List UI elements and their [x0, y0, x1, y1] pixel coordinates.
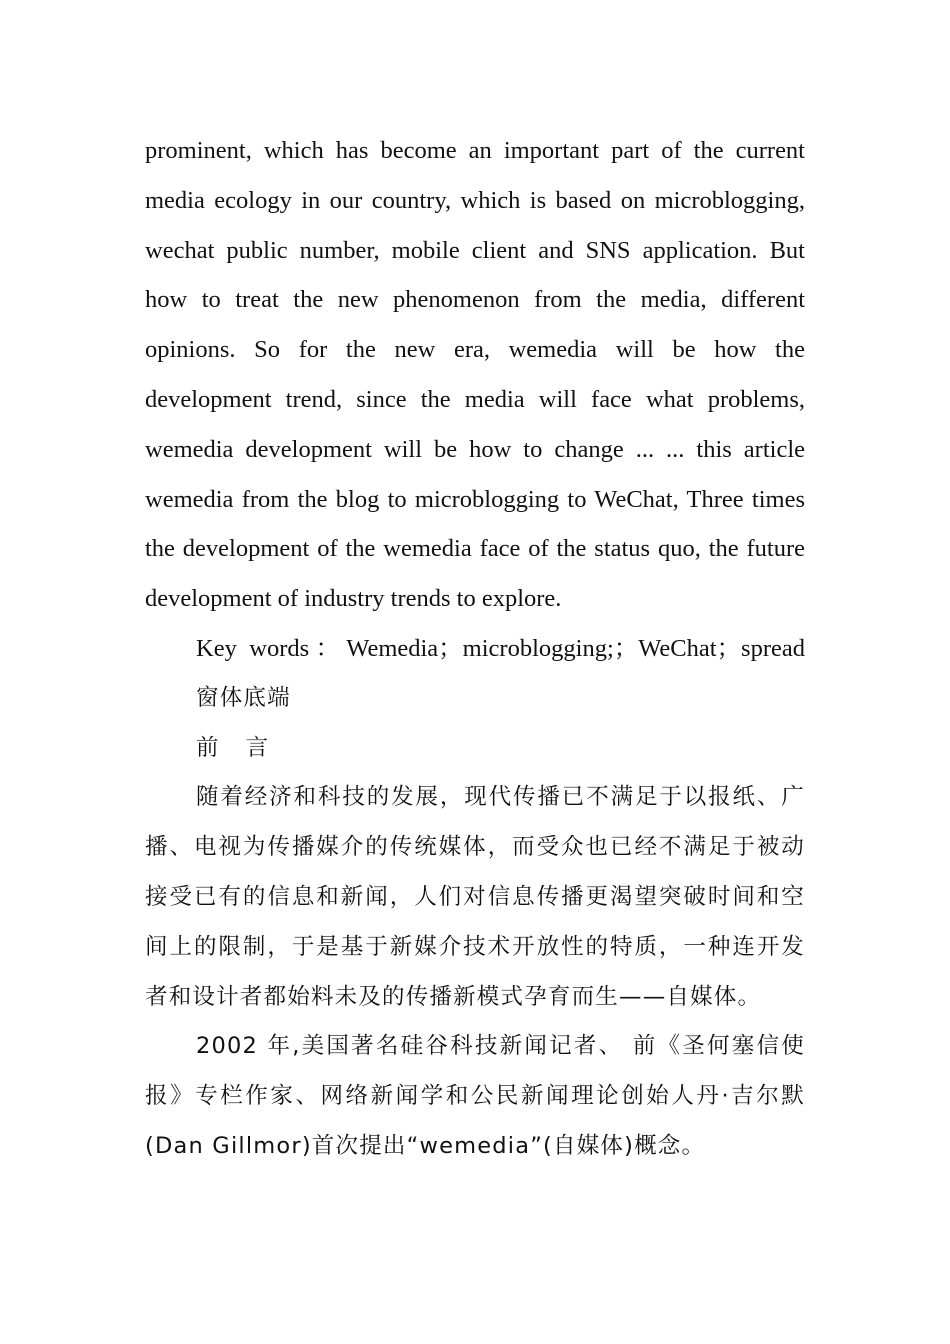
section-heading: 前 言	[196, 734, 279, 761]
window-bottom-label: 窗体底端	[196, 684, 291, 711]
intro-paragraph-1: 随着经济和科技的发展，现代传播已不满足于以报纸、广播、电视为传播媒介的传统媒体，而受众也已经不满足于被动接受已有的信息和新闻，人们对信息传播更渴望突破时间和空间上的限制，于是基于新媒介技术开放性的特质，一种连开发者和设计者都始料未及的传播新模式孕育而生——自媒体。	[145, 784, 805, 1010]
keywords-line: Key words：Wemedia；microblogging;；WeChat；spread	[196, 634, 805, 662]
abstract-paragraph: prominent, which has become an important part of the current media ecology in our country, which is based on microblogging, wechat public number, mobile client and SNS application. But how to treat the new phenomenon from the media, different opinions. So for the new era, wemedia will be how the development trend, since the media will face what problems, wemedia development will be how to change ... ... this article wemedia from the blog to microblogging to WeChat, Three times the development of the wemedia face of the status quo, the future development of industry trends to explore.	[145, 137, 805, 613]
document-body	[145, 126, 805, 1172]
intro-paragraph-2: 2002 年,美国著名硅谷科技新闻记者、 前《圣何塞信使报》专栏作家、网络新闻学和公民新闻理论创始人丹·吉尔默(Dan Gillmor)首次提出“wemedia”(自媒体)概念。	[145, 1033, 805, 1159]
